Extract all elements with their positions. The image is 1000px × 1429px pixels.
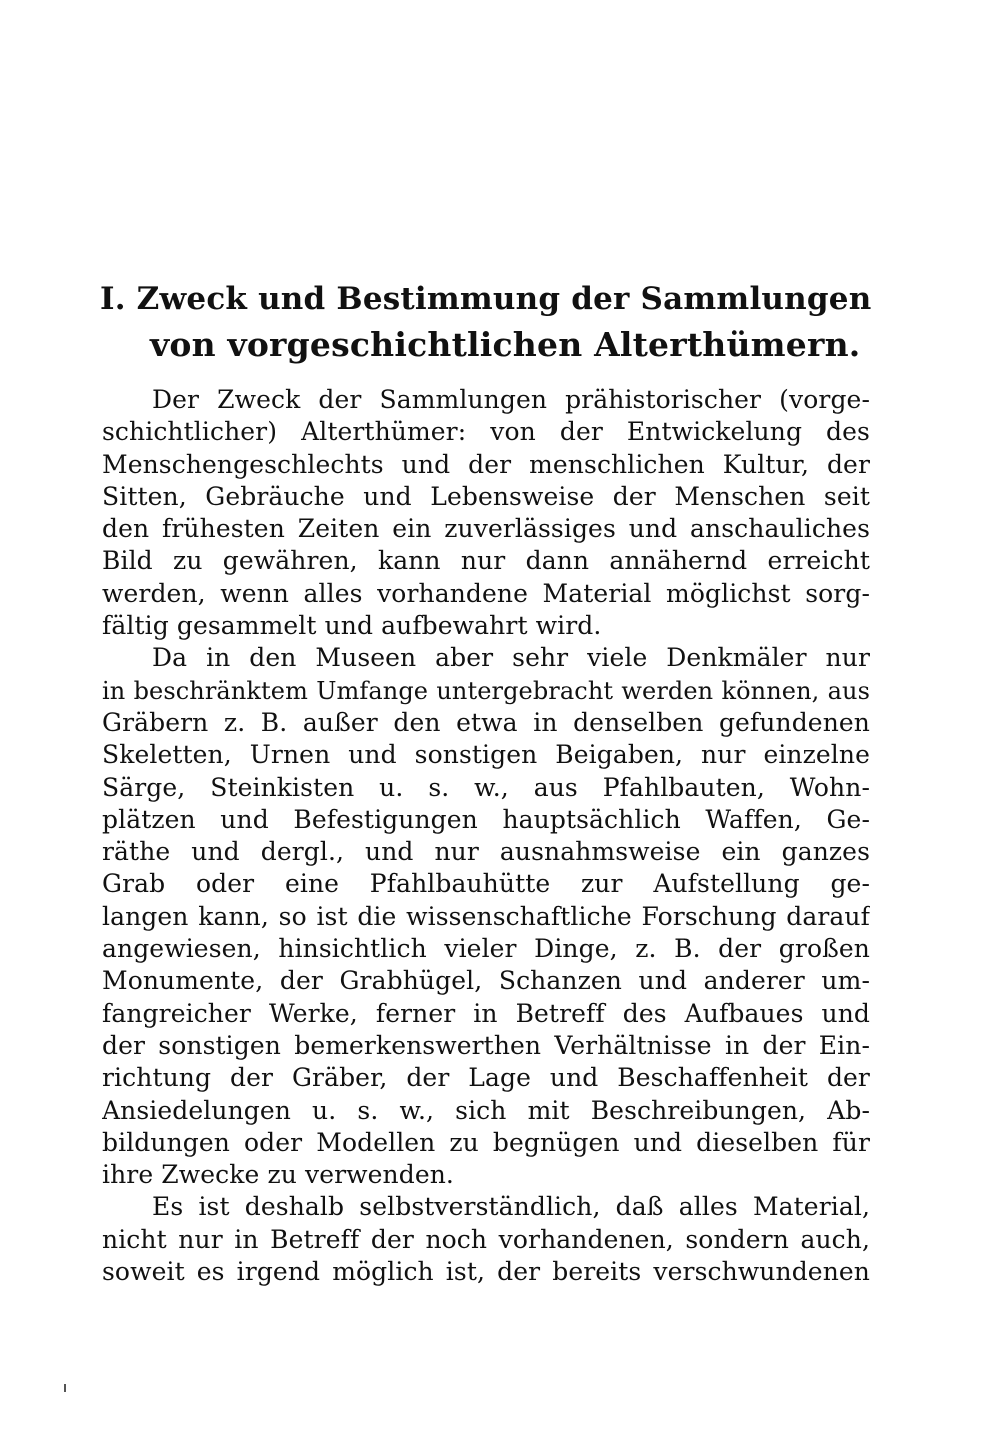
text-line: soweit es irgend möglich ist, der bereits verschwundenen [102,1257,870,1287]
text-line: fangreicher Werke, ferner in Betreff des Aufbaues und [102,998,870,1028]
text-line: Menschengeschlechts und der menschlichen Kultur, der [102,449,870,479]
text-line: Bild zu gewähren, kann nur dann annähernd erreicht [102,546,870,576]
text-line: nicht nur in Betreff der noch vorhandenen, sondern auch, [102,1224,870,1254]
text-line: Grab oder eine Pfahlbauhütte zur Aufstellung ge- [102,869,870,899]
heading-line: I. Zweck und Bestimmung der Sammlungen [100,281,872,317]
text-line: Da in den Museen aber sehr viele Denkmäler nur [152,643,870,673]
text-line: werden, wenn alles vorhandene Material möglichst sorg- [102,578,870,608]
text-line: Es ist deshalb selbstverständlich, daß alles Material, [152,1192,870,1222]
text-line: plätzen und Befestigungen hauptsächlich Waffen, Ge- [102,804,870,834]
scan-speck [64,1384,66,1392]
text-line: Ansiedelungen u. s. w., sich mit Beschreibungen, Ab- [102,1095,870,1125]
text-line: schichtlicher) Alterthümer: von der Entwickelung des [102,417,870,447]
text-line: langen kann, so ist die wissenschaftliche Forschung darauf [102,901,870,931]
text-line: räthe und dergl., und nur ausnahmsweise ein ganzes [102,837,870,867]
text-line: den frühesten Zeiten ein zuverlässiges und anschauliches [102,514,870,544]
text-line: Sitten, Gebräuche und Lebensweise der Menschen seit [102,481,870,511]
text-line: Särge, Steinkisten u. s. w., aus Pfahlbauten, Wohn- [102,772,870,802]
text-line: ihre Zwecke zu verwenden. [102,1160,454,1190]
text-line: fältig gesammelt und aufbewahrt wird. [102,611,602,641]
text-line: in beschränktem Umfange untergebracht werden können, aus [102,676,870,705]
text-line: Gräbern z. B. außer den etwa in denselben gefundenen [102,707,870,737]
text-line: Der Zweck der Sammlungen prähistorischer (vorge- [152,385,870,414]
text-line: Skeletten, Urnen und sonstigen Beigaben, nur einzelne [102,740,870,770]
text-line: bildungen oder Modellen zu begnügen und dieselben für [102,1127,870,1157]
text-line: der sonstigen bemerkenswerthen Verhältnisse in der Ein- [102,1030,870,1060]
heading-line: von vorgeschichtlichen Alterthümern. [150,325,861,364]
text-line: Monumente, der Grabhügel, Schanzen und anderer um- [102,966,870,996]
text-line: angewiesen, hinsichtlich vieler Dinge, z. B. der großen [102,934,870,964]
body-text [102,384,870,1288]
text-line: richtung der Gräber, der Lage und Beschaffenheit der [102,1063,870,1093]
section-heading [100,276,880,368]
